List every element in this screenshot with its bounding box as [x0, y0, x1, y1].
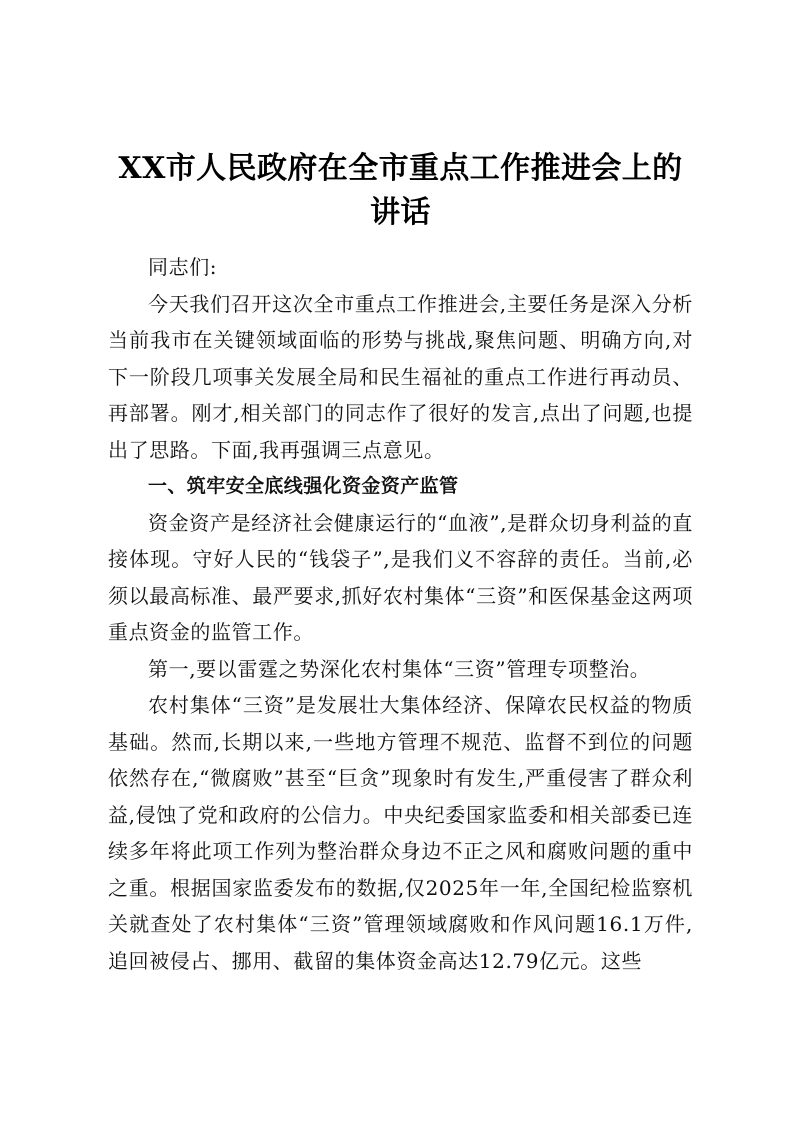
- document-body: [108, 147, 693, 979]
- section-1-paragraph-2: 农村集体“三资”是发展壮大集体经济、保障农民权益的物质基础。然而,长期以来,一些地方管理不规范、监督不到位的问题依然存在,“微腐败”甚至“巨贪”现象时有发生,严重侵害了群众利益,侵蚀了党和政府的公信力。中央纪委国家监委和相关部委已连续多年将此项工作列为整治群众身边不正之风和腐败问题的重中之重。根据国家监委发布的数据,仅2025年一年,全国纪检监察机关就查处了农村集体“三资”管理领域腐败和作风问题16.1万件,追回被侵占、挪用、截留的集体资金高达12.79亿元。这些: [108, 693, 693, 973]
- intro-paragraph: 今天我们召开这次全市重点工作推进会,主要任务是深入分析当前我市在关键领域面临的形势与挑战,聚焦问题、明确方向,对下一阶段几项事关发展全局和民生福祉的重点工作进行再动员、再部署。刚才,相关部门的同志作了很好的发言,点出了问题,也提出了思路。下面,我再强调三点意见。: [108, 291, 693, 462]
- salutation: 同志们:: [148, 255, 218, 279]
- section-1-point-1: 第一,要以雷霆之势深化农村集体“三资”管理专项整治。: [148, 656, 651, 681]
- section-heading-1: 一、筑牢安全底线强化资金资产监管: [148, 475, 459, 497]
- document-title: XX市人民政府在全市重点工作推进会上的讲话: [118, 151, 683, 230]
- section-1-paragraph-1: 资金资产是经济社会健康运行的“血液”,是群众切身利益的直接体现。守好人民的“钱袋子”,是我们义不容辞的责任。当前,必须以最高标准、最严要求,抓好农村集体“三资”和医保基金这两项重点资金的监管工作。: [108, 510, 693, 644]
